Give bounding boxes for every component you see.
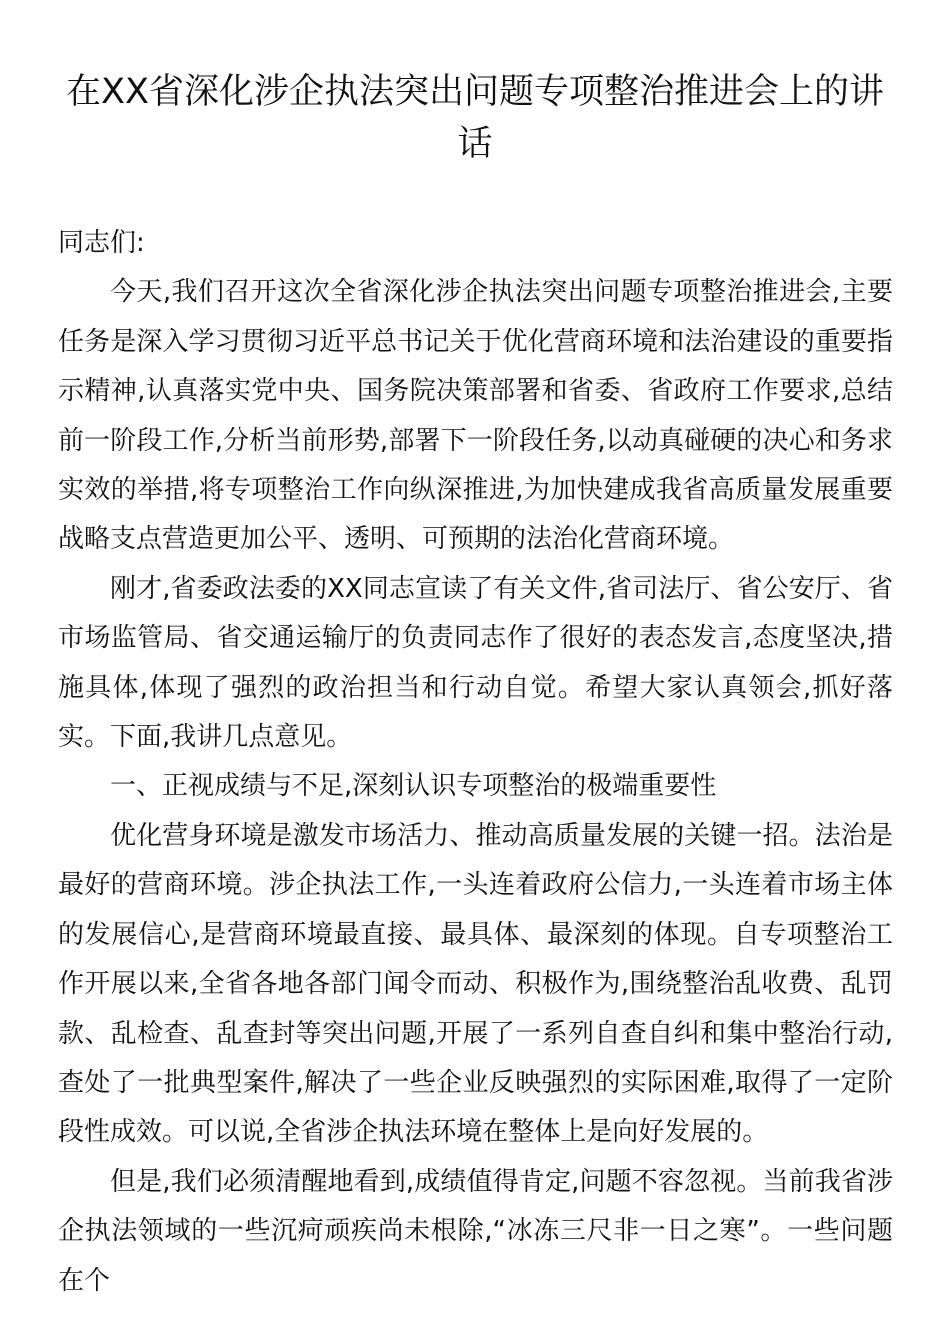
- page-title: 在XX省深化涉企执法突出问题专项整治推进会上的讲话: [66, 72, 884, 164]
- paragraph-achievements: 优化营身环境是激发市场活力、推动高质量发展的关键一招。法治是最好的营商环境。涉企执法工作,一头连着政府公信力,一头连着市场主体的发展信心,是营商环境最直接、最具体、最深刻的体现。自专项整治工作开展以来,全省各地各部门闻令而动、积极作为,围绕整治乱收费、乱罚款、乱检查、乱查封等突出问题,开展了一系列自查自纠和集中整治行动,查处了一批典型案件,解决了一些企业反映强烈的实际困难,取得了一定阶段性成效。可以说,全省涉企执法环境在整体上是向好发展的。: [58, 820, 893, 1148]
- paragraph-opening: 今天,我们召开这次全省深化涉企执法突出问题专项整治推进会,主要任务是深入学习贯彻习近平总书记关于优化营商环境和法治建设的重要指示精神,认真落实党中央、国务院决策部署和省委、省政府工作要求,总结前一阶段工作,分析当前形势,部署下一阶段任务,以动真碰硬的决心和务求实效的举措,将专项整治工作向纵深推进,为加快建成我省高质量发展重要战略支点营造更加公平、透明、可预期的法治化营商环境。: [58, 277, 893, 555]
- speech-body: [58, 219, 893, 1306]
- paragraph-acknowledgement: 刚才,省委政法委的XX同志宣读了有关文件,省司法厅、省公安厅、省市场监管局、省交通运输厅的负责同志作了很好的表态发言,态度坚决,措施具体,体现了强烈的政治担当和行动自觉。希望大家认真领会,抓好落实。下面,我讲几点意见。: [58, 573, 893, 753]
- paragraph-problems: 但是,我们必须清醒地看到,成绩值得肯定,问题不容忽视。当前我省涉企执法领域的一些沉疴顽疾尚未根除,“冰冻三尺非一日之寒”。一些问题在个: [58, 1166, 893, 1296]
- salutation: 同志们:: [58, 228, 145, 258]
- section-heading-1: 一、正视成绩与不足,深刻认识专项整治的极端重要性: [110, 771, 717, 802]
